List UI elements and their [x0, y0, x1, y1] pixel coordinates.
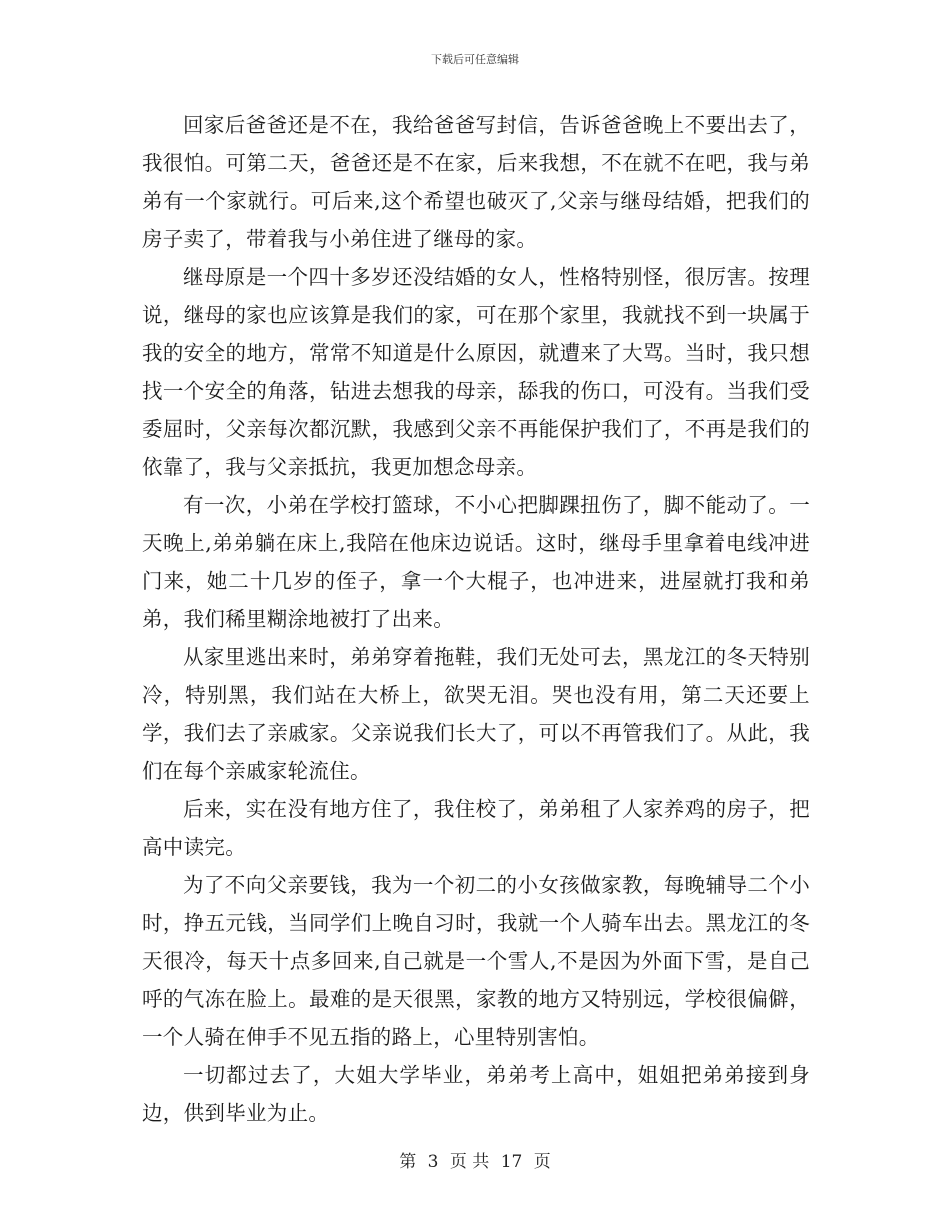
paragraph-4: 从家里逃出来时，弟弟穿着拖鞋，我们无处可去，黑龙江的冬天特别冷，特别黑，我们站在大桥上，欲哭无泪。哭也没有用，第二天还要上学，我们去了亲戚家。父亲说我们长大了，可以不再管我们了。从此，我们在每个亲戚家轮流住。: [142, 645, 810, 783]
paragraph-3: 有一次，小弟在学校打篮球，不小心把脚踝扭伤了，脚不能动了。一天晚上,弟弟躺在床上,我陪在他床边说话。这时，继母手里拿着电线冲进门来，她二十几岁的侄子，拿一个大棍子，也冲进来，进屋就打我和弟弟，我们稀里糊涂地被打了出来。: [142, 493, 810, 631]
paragraph-6: 为了不向父亲要钱，我为一个初二的小女孩做家教，每晚辅导二个小时，挣五元钱，当同学们上晚自习时，我就一个人骑车出去。黑龙江的冬天很冷，每天十点多回来,自己就是一个雪人,不是因为外面下雪，是自己呼的气冻在脸上。最难的是天很黑，家教的地方又特别远，学校很偏僻，一个人骑在伸手不见五指的路上，心里特别害怕。: [142, 873, 810, 1049]
page-header: 下载后可任意编辑: [431, 53, 519, 66]
paragraph-1: 回家后爸爸还是不在，我给爸爸写封信，告诉爸爸晚上不要出去了，我很怕。可第二天，爸爸还是不在家，后来我想，不在就不在吧，我与弟弟有一个家就行。可后来,这个希望也破灭了,父亲与继母结婚，把我们的房子卖了，带着我与小弟住进了继母的家。: [142, 113, 810, 251]
page-footer: [0, 1151, 950, 1173]
paragraph-5: 后来，实在没有地方住了，我住校了，弟弟租了人家养鸡的房子，把高中读完。: [142, 797, 810, 859]
page-footer-middle: 页 共: [449, 1152, 490, 1172]
document-body: [142, 106, 810, 1132]
paragraph-2: 继母原是一个四十多岁还没结婚的女人，性格特别怪，很厉害。按理说，继母的家也应该算是我们的家，可在那个家里，我就找不到一块属于我的安全的地方，常常不知道是什么原因，就遭来了大骂。当时，我只想找一个安全的角落，钻进去想我的母亲，舔我的伤口，可没有。当我们受委屈时，父亲每次都沉默，我感到父亲不再能保护我们了，不再是我们的依靠了，我与父亲抵抗，我更加想念母亲。: [142, 265, 810, 479]
page-number: 3: [427, 1152, 439, 1172]
paragraph-7: 一切都过去了，大姐大学毕业，弟弟考上高中，姐姐把弟弟接到身边，供到毕业为止。: [142, 1063, 810, 1125]
page-footer-prefix: 第: [399, 1152, 417, 1172]
page-total: 17: [500, 1152, 523, 1172]
page-footer-suffix: 页: [533, 1152, 551, 1172]
